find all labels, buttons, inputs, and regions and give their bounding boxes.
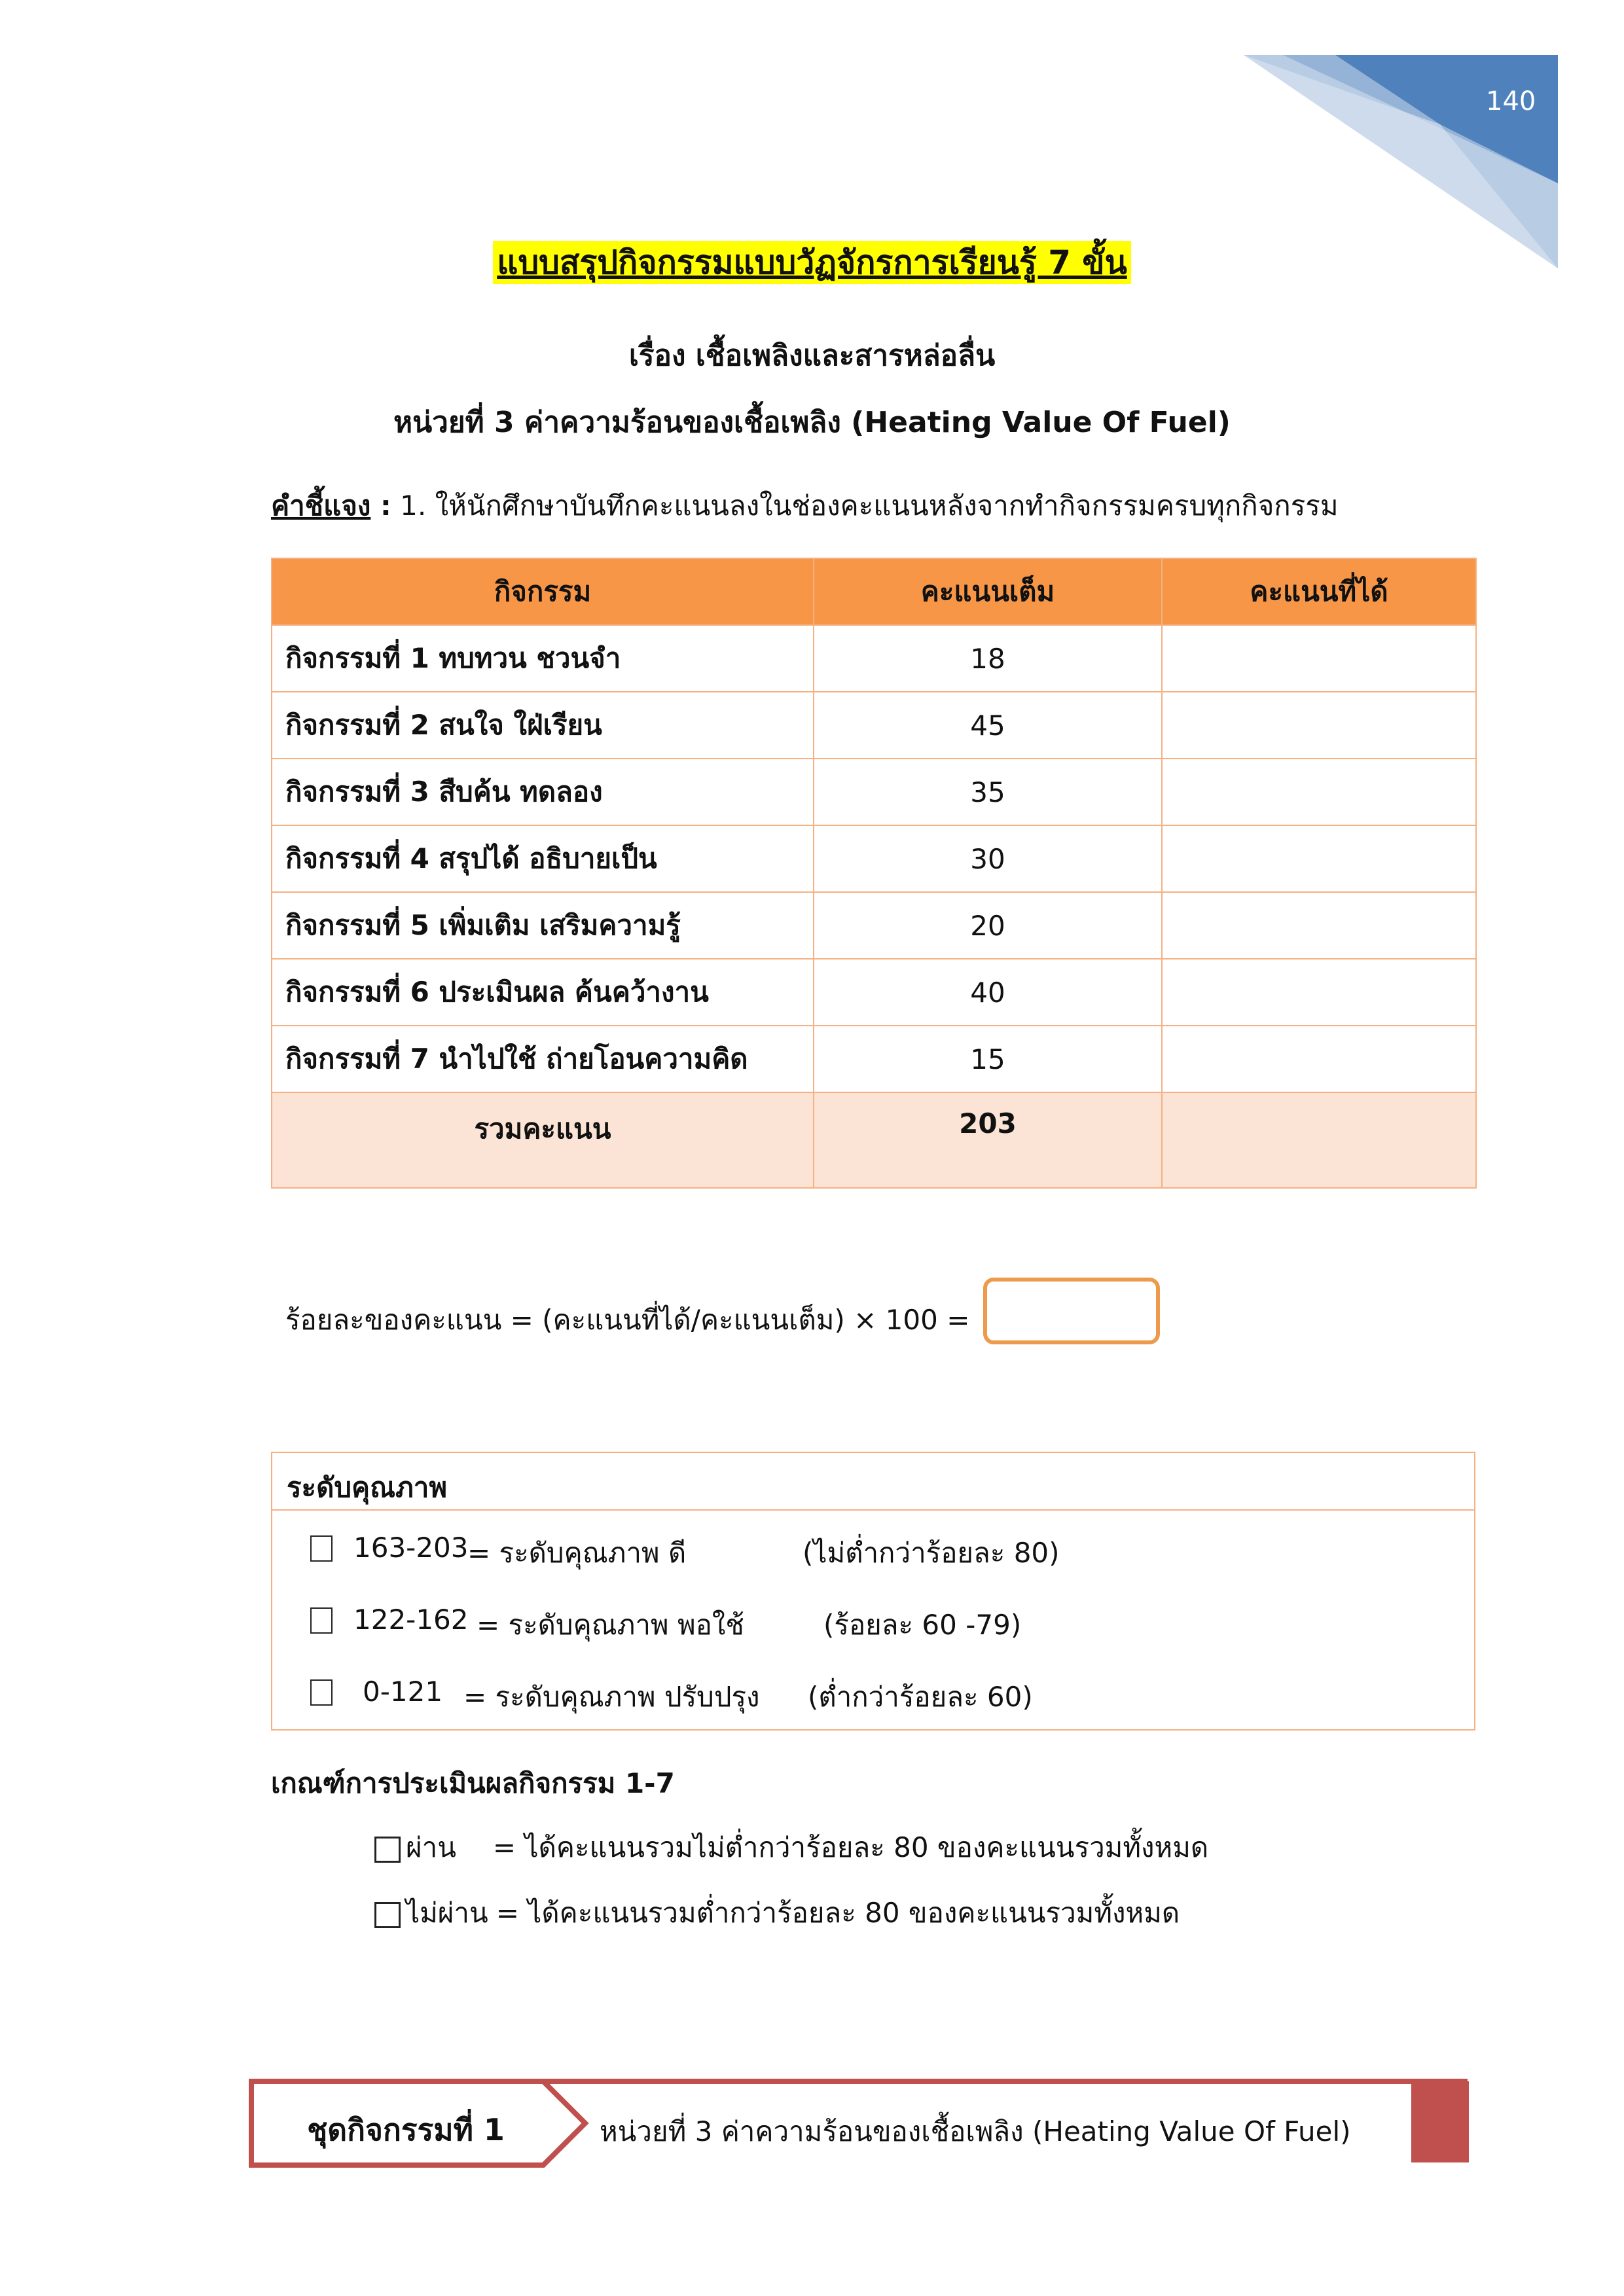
obtained-score-cell[interactable]: [1162, 892, 1476, 959]
activity-name: กิจกรรมที่ 5 เพิ่มเติม เสริมความรู้: [272, 892, 814, 959]
header-obtained-score: คะแนนที่ได้: [1162, 558, 1476, 625]
quality-range: 163-203: [353, 1532, 469, 1564]
table-header-row: [272, 558, 1476, 625]
activity-name: กิจกรรมที่ 3 สืบค้น ทดลอง: [272, 759, 814, 825]
percent-formula: ร้อยละของคะแนน = (คะแนนที่ได้/คะแนนเต็ม) × 100 =: [285, 1304, 970, 1336]
total-label: รวมคะแนน: [272, 1092, 814, 1188]
table-row: [272, 892, 1476, 959]
criteria-text: = ได้คะแนนรวมไม่ต่ำกว่าร้อยละ 80 ของคะแนนรวมทั้งหมด: [492, 1831, 1209, 1863]
checkbox[interactable]: [310, 1607, 333, 1634]
document-unit: หน่วยที่ 3 ค่าความร้อนของเชื้อเพลิง (Heating Value Of Fuel): [393, 406, 1231, 439]
footer-red-block: [1411, 2081, 1469, 2162]
quality-level: = ระดับคุณภาพ ดี: [467, 1537, 687, 1569]
criteria-text: = ได้คะแนนรวมต่ำกว่าร้อยละ 80 ของคะแนนรวมทั้งหมด: [496, 1897, 1180, 1929]
table-row: [272, 1026, 1476, 1092]
table-row: [272, 959, 1476, 1026]
criteria-label: ไม่ผ่าน: [406, 1897, 488, 1929]
quality-range: 0-121: [363, 1676, 443, 1708]
quality-percent: (ไม่ต่ำกว่าร้อยละ 80): [803, 1537, 1060, 1569]
activity-name: กิจกรรมที่ 6 ประเมินผล ค้นคว้างาน: [272, 959, 814, 1026]
quality-level-row: [310, 1674, 1033, 1713]
quality-percent: (ต่ำกว่าร้อยละ 60): [808, 1681, 1033, 1713]
document-title-text: แบบสรุปกิจกรรมแบบวัฏจักรการเรียนรู้ 7 ขั้น: [493, 241, 1131, 284]
score-table: [271, 558, 1477, 1189]
table-row: [272, 692, 1476, 759]
quality-percent: (ร้อยละ 60 -79): [823, 1609, 1022, 1641]
obtained-score-cell[interactable]: [1162, 625, 1476, 692]
quality-level-row: [310, 1602, 1022, 1641]
document-title: [0, 237, 1624, 289]
full-score: 35: [814, 759, 1162, 825]
quality-level-row: [310, 1530, 1060, 1569]
table-row: [272, 759, 1476, 825]
obtained-score-cell[interactable]: [1162, 959, 1476, 1026]
criteria-item-fail: [374, 1892, 1180, 1935]
document-subject: เรื่อง เชื้อเพลิงและสารหล่อลื่น: [628, 339, 996, 372]
table-row: [272, 825, 1476, 892]
page-number: 140: [1486, 86, 1536, 117]
footer-unit-text: หน่วยที่ 3 ค่าความร้อนของเชื้อเพลิง (Heating Value Of Fuel): [600, 2115, 1351, 2147]
instruction-text: 1. ให้นักศึกษาบันทึกคะแนนลงในช่องคะแนนหลังจากทำกิจกรรมครบทุกกิจกรรม: [391, 490, 1339, 522]
obtained-score-cell[interactable]: [1162, 1026, 1476, 1092]
full-score: 15: [814, 1026, 1162, 1092]
activity-name: กิจกรรมที่ 1 ทบทวน ชวนจำ: [272, 625, 814, 692]
quality-range: 122-162: [353, 1604, 469, 1636]
criteria-title: เกณฑ์การประเมินผลกิจกรรม 1-7: [271, 1767, 675, 1799]
header-activity: กิจกรรม: [272, 558, 814, 625]
full-score: 45: [814, 692, 1162, 759]
percent-answer-box[interactable]: [983, 1278, 1160, 1344]
quality-level: = ระดับคุณภาพ ปรับปรุง: [463, 1681, 760, 1713]
obtained-score-cell[interactable]: [1162, 759, 1476, 825]
total-row: [272, 1092, 1476, 1188]
obtained-score-cell[interactable]: [1162, 825, 1476, 892]
instruction-label: คำชี้แจง: [271, 490, 371, 522]
activity-name: กิจกรรมที่ 2 สนใจ ใฝ่เรียน: [272, 692, 814, 759]
table-row: [272, 625, 1476, 692]
activity-name: กิจกรรมที่ 7 นำไปใช้ ถ่ายโอนความคิด: [272, 1026, 814, 1092]
checkbox[interactable]: [310, 1535, 333, 1562]
activity-name: กิจกรรมที่ 4 สรุปได้ อธิบายเป็น: [272, 825, 814, 892]
checkbox[interactable]: [310, 1679, 333, 1706]
criteria-label: ผ่าน: [406, 1831, 456, 1863]
checkbox[interactable]: [374, 1837, 401, 1863]
total-full-score: 203: [814, 1092, 1162, 1188]
instruction: [271, 484, 1339, 528]
full-score: 18: [814, 625, 1162, 692]
full-score: 40: [814, 959, 1162, 1026]
full-score: 20: [814, 892, 1162, 959]
checkbox[interactable]: [374, 1902, 401, 1928]
quality-level-box: [271, 1452, 1475, 1731]
footer-activity-set: ชุดกิจกรรมที่ 1: [307, 2112, 505, 2147]
criteria-item-pass: [374, 1826, 1208, 1869]
total-obtained-cell[interactable]: [1162, 1092, 1476, 1188]
full-score: 30: [814, 825, 1162, 892]
header-full-score: คะแนนเต็ม: [814, 558, 1162, 625]
instruction-colon: :: [370, 490, 391, 522]
quality-level-heading: ระดับคุณภาพ: [272, 1453, 1474, 1511]
quality-level: = ระดับคุณภาพ พอใช้: [477, 1609, 744, 1641]
obtained-score-cell[interactable]: [1162, 692, 1476, 759]
